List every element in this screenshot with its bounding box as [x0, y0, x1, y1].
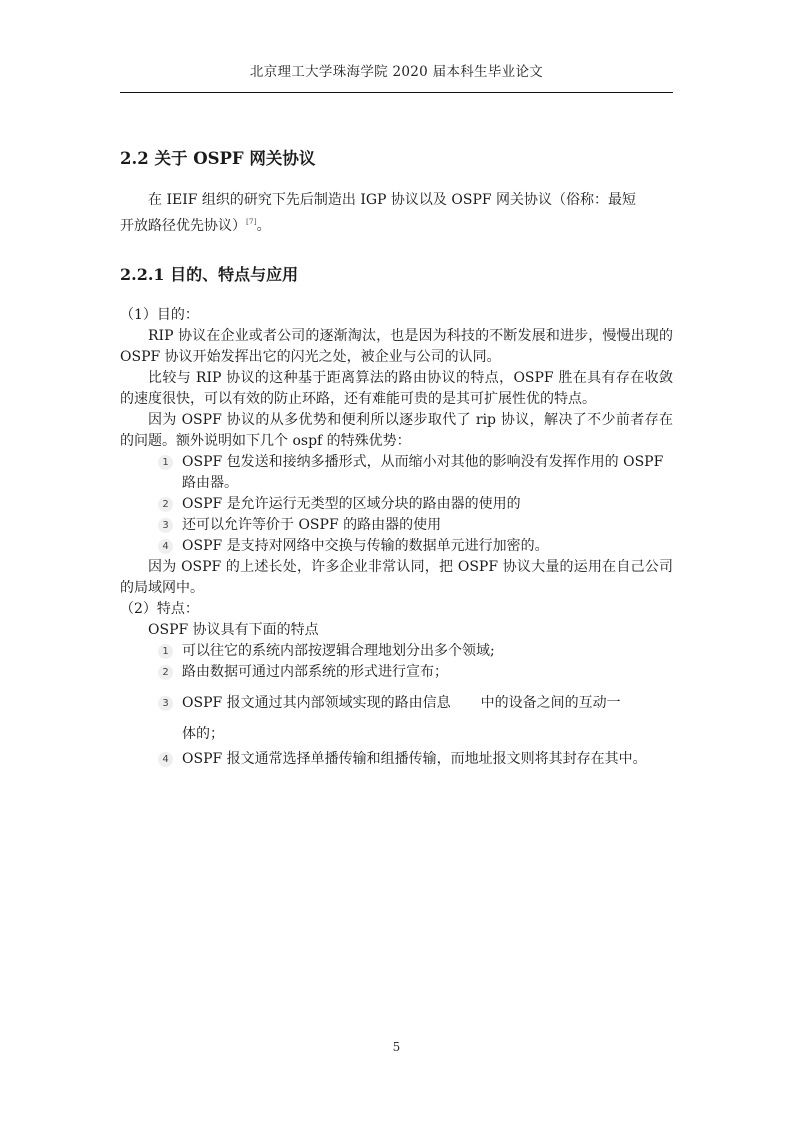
- list-item: [120, 641, 673, 662]
- header-rule: [120, 92, 673, 93]
- paragraph-adoption: 因为 OSPF 的上述长处，许多企业非常认同，把 OSPF 协议大量的运用在自己公司的局域网中。: [120, 559, 673, 596]
- list-item: [120, 494, 673, 515]
- paragraph-advantages-intro: 因为 OSPF 协议的从多优势和便利所以逐步取代了 rip 协议，解决了不少前者存在的问题。额外说明如下几个 ospf 的特殊优势：: [120, 412, 673, 449]
- features-list: [120, 641, 673, 770]
- list-item: [120, 452, 673, 494]
- list-item-text: 可以往它的系统内部按逻辑合理地划分出多个领域;: [182, 643, 495, 659]
- paragraph-rip: RIP 协议在企业或者公司的逐渐淘汰，也是因为科技的不断发展和进步，慢慢出现的 OSPF 协议开始发挥出它的闪光之处，被企业与公司的认同。: [120, 328, 673, 365]
- list-item: [120, 749, 673, 770]
- paragraph-comparison: 比较与 RIP 协议的这种基于距离算法的路由协议的特点，OSPF 胜在具有存在收敛的速度很快，可以有效的防止环路，还有难能可贵的是其可扩展性优的特点。: [120, 370, 673, 407]
- list-item-text: OSPF 报文通常选择单播传输和组播传输，而地址报文则将其封存在其中。: [182, 751, 647, 767]
- list-number: 4: [158, 539, 173, 554]
- list-number: 3: [158, 518, 173, 533]
- intro-end: 。: [256, 218, 271, 234]
- intro-line-2: 开放路径优先协议）: [120, 218, 246, 234]
- list-item: [120, 662, 673, 683]
- list-item-text: OSPF 是支持对网络中交换与传输的数据单元进行加密的。: [182, 538, 549, 554]
- list-number: 1: [158, 644, 173, 659]
- list-item-continuation: [120, 724, 673, 745]
- features-intro: OSPF 协议具有下面的特点: [148, 622, 319, 638]
- list-item-text: 体的；: [182, 726, 224, 742]
- subsection-heading: 2.2.1 目的、特点与应用: [120, 265, 299, 284]
- running-header: 北京理工大学珠海学院 2020 届本科生毕业论文: [249, 64, 544, 80]
- list-item-text: 路由数据可通过内部系统的形式进行宣布；: [182, 664, 448, 680]
- list-item-text: OSPF 包发送和接纳多播形式，从而缩小对其他的影响没有发挥作用的 OSPF 路由器。: [182, 454, 664, 491]
- list-item-text: OSPF 报文通过其内部领域实现的路由信息: [182, 695, 451, 711]
- list-item: [120, 536, 673, 557]
- list-item-text: 中的设备之间的互动一: [480, 695, 621, 711]
- features-label: （2）特点：: [120, 601, 199, 617]
- list-number: 1: [158, 455, 173, 470]
- list-number: 4: [158, 752, 173, 767]
- intro-paragraph: [120, 190, 673, 237]
- list-number: 2: [158, 497, 173, 512]
- list-item: [120, 693, 673, 714]
- list-number: 2: [158, 665, 173, 680]
- list-item: [120, 515, 673, 536]
- list-number: 3: [158, 696, 173, 711]
- section-intro: [120, 190, 673, 237]
- purpose-label: （1）目的：: [120, 307, 199, 323]
- intro-line-1: 在 IEIF 组织的研究下先后制造出 IGP 协议以及 OSPF 网关协议（俗称：最短: [148, 192, 637, 208]
- citation-ref: [7]: [246, 217, 257, 226]
- list-item-text: 还可以允许等价于 OSPF 的路由器的使用: [182, 517, 442, 533]
- list-item-text: OSPF 是允许运行无类型的区域分块的路由器的使用的: [182, 496, 521, 512]
- page-number: 5: [392, 1040, 401, 1054]
- section-heading: 2.2 关于 OSPF 网关协议: [120, 149, 316, 168]
- subsection-body: [120, 305, 673, 770]
- advantages-list: [120, 452, 673, 557]
